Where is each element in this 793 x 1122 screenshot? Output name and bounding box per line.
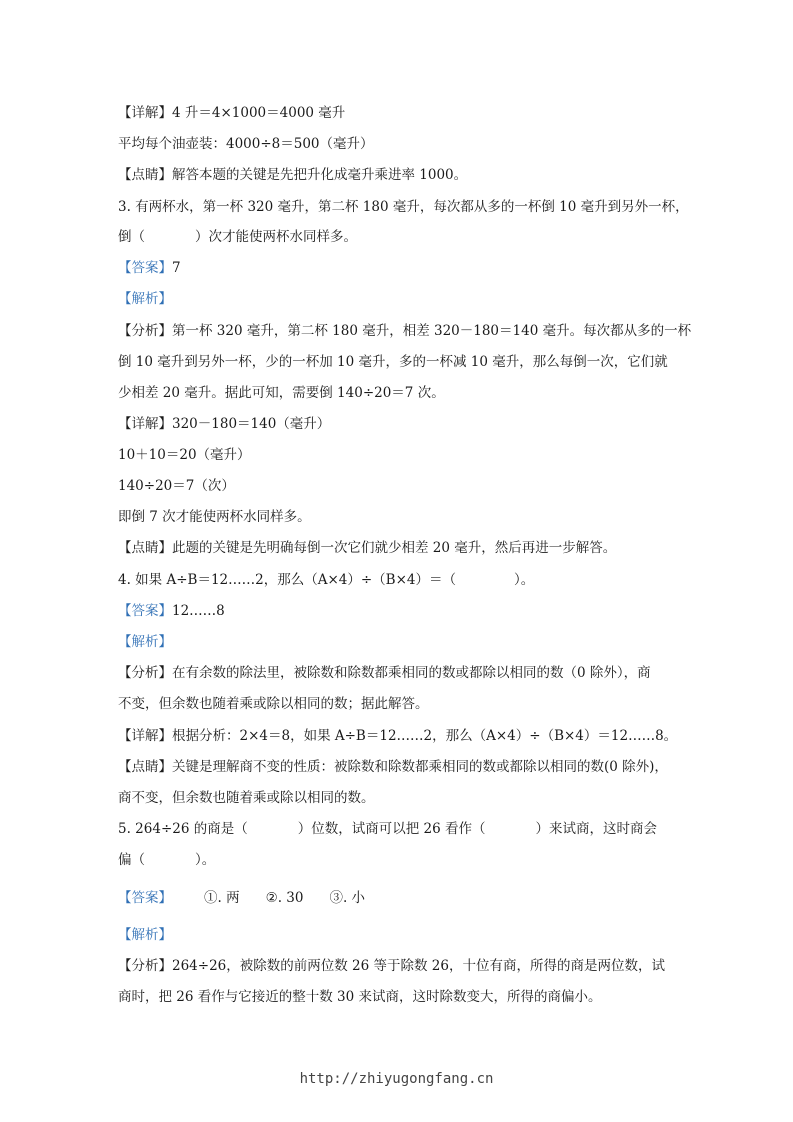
q5-answer — [118, 889, 688, 907]
answer-tag: 【答案】 — [118, 260, 172, 276]
q5-answer-2: ②. 30 — [265, 890, 304, 906]
q4-fenxi-line2: 不变，但余数也随着乘或除以相同的数；据此解答。 — [118, 696, 429, 712]
q3-detail-line2: 10＋10＝20（毫升） — [118, 447, 251, 463]
q3-stem-line2 — [118, 228, 688, 246]
q2-note: 【点睛】解答本题的关键是先把升化成毫升乘进率 1000。 — [118, 167, 468, 183]
q4-note-line2: 商不变，但余数也随着乘或除以相同的数。 — [118, 790, 375, 806]
q5-stem-line2 — [118, 851, 688, 869]
answer-tag: 【答案】 — [118, 890, 172, 906]
q4-fenxi-line1: 【分析】在有余数的除法里，被除数和除数都乘相同的数或都除以相同的数（0 除外），商 — [118, 665, 651, 681]
q5-fenxi-line2: 商时，把 26 看作与它接近的整十数 30 来试商，这时除数变大，所得的商偏小。 — [118, 989, 602, 1005]
q3-detail-line3: 140÷20＝7（次） — [118, 478, 235, 494]
q5-stem-part-a: 5. 264÷26 的商是（ — [118, 821, 248, 837]
q3-fenxi-line1: 【分析】第一杯 320 毫升，第二杯 180 毫升，相差 320－180＝140 毫升。每次都从多的一杯 — [118, 323, 692, 339]
q3-detail-line4: 即倒 7 次才能使两杯水同样多。 — [118, 509, 311, 525]
q3-answer-value: 7 — [172, 260, 181, 276]
q5-answer-1: ①. 两 — [204, 890, 240, 906]
q5-stem-part-c: ）来试商，这时商会 — [535, 821, 657, 837]
q4-stem — [118, 571, 688, 589]
q2-detail: 【详解】4 升＝4×1000＝4000 毫升 — [118, 105, 346, 121]
q4-stem-part-b: ）。 — [514, 572, 535, 588]
q3-fenxi-line2: 倒 10 毫升到另外一杯，少的一杯加 10 毫升，多的一杯减 10 毫升，那么每倒一次，它们就 — [118, 354, 668, 370]
q5-stem-line1 — [118, 820, 688, 838]
q5-answer-3: ③. 小 — [329, 890, 366, 906]
q5-stem-part-d: 偏（ — [118, 852, 145, 868]
q5-analysis-tag: 【解析】 — [118, 927, 172, 943]
q5-fenxi-line1: 【分析】264÷26，被除数的前两位数 26 等于除数 26，十位有商，所得的商是两位数，试 — [118, 958, 665, 974]
q3-detail-line1: 【详解】320－180＝140（毫升） — [118, 416, 331, 432]
q3-stem-line1: 3. 有两杯水，第一杯 320 毫升，第二杯 180 毫升，每次都从多的一杯倒 10 毫升到另外一杯， — [118, 199, 689, 215]
q5-stem-part-b: ）位数，试商可以把 26 看作（ — [297, 821, 486, 837]
q3-analysis-tag: 【解析】 — [118, 291, 172, 307]
q3-stem-part-a: 倒（ — [118, 229, 145, 245]
q4-answer-value: 12……8 — [172, 603, 225, 619]
q4-answer — [118, 602, 688, 620]
q3-answer — [118, 259, 688, 277]
q4-detail: 【详解】根据分析：2×4＝8，如果 A÷B＝12……2，那么（A×4）÷（B×4）＝12……8。 — [118, 728, 678, 744]
q4-analysis-tag: 【解析】 — [118, 634, 172, 650]
footer-url: http://zhiyugongfang.cn — [299, 1071, 494, 1087]
q4-stem-part-a: 4. 如果 A÷B＝12……2，那么（A×4）÷（B×4）＝（ — [118, 572, 456, 588]
q3-note: 【点睛】此题的关键是先明确每倒一次它们就少相差 20 毫升，然后再进一步解答。 — [118, 540, 617, 556]
q3-stem-part-b: ）次才能使两杯水同样多。 — [195, 229, 357, 245]
q3-fenxi-line3: 少相差 20 毫升。据此可知，需要倒 140÷20＝7 次。 — [118, 385, 445, 401]
q5-stem-part-e: ）。 — [195, 852, 216, 868]
q2-average: 平均每个油壶装：4000÷8＝500（毫升） — [118, 136, 374, 152]
q4-note-line1: 【点睛】关键是理解商不变的性质：被除数和除数都乘相同的数或都除以相同的数(0 除外)， — [118, 759, 668, 775]
answer-tag: 【答案】 — [118, 603, 172, 619]
